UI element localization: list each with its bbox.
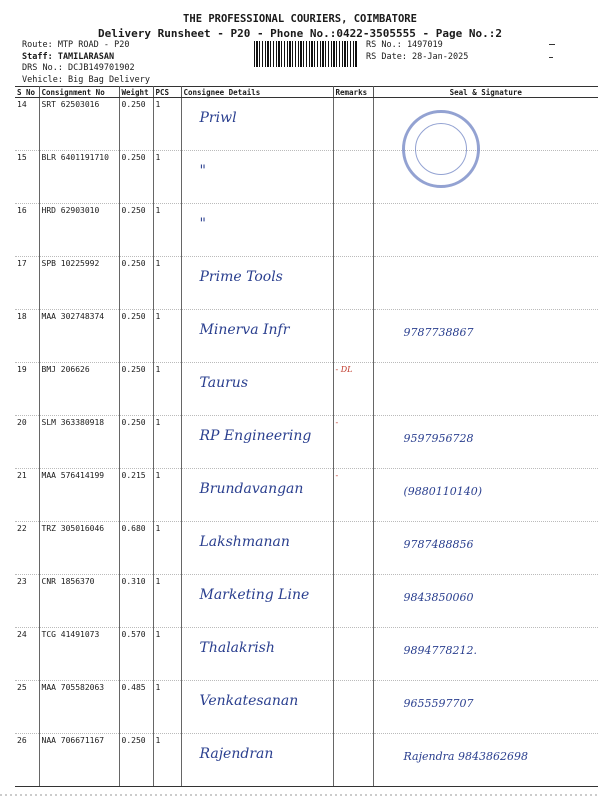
row-consignee xyxy=(181,681,333,734)
row-weight xyxy=(119,681,153,734)
row-consignee xyxy=(181,522,333,575)
row-weight-text: 0.250 xyxy=(121,259,146,268)
row-sno xyxy=(15,681,39,734)
row-consignment-no xyxy=(39,204,119,257)
row-remarks-text: - DL xyxy=(335,365,353,374)
row-remarks xyxy=(333,363,373,416)
row-weight-text: 0.250 xyxy=(121,312,146,321)
row-remarks xyxy=(333,628,373,681)
row-consignment-no-text: BMJ 206626 xyxy=(41,365,90,374)
row-consignment-no xyxy=(39,416,119,469)
row-consignment-no-text: MAA 576414199 xyxy=(41,471,105,480)
row-consignee xyxy=(181,575,333,628)
row-sno xyxy=(15,98,39,151)
row-signature-text: 9787488856 xyxy=(403,538,474,551)
row-consignment-no-text: HRD 62903010 xyxy=(41,206,100,215)
runsheet-table xyxy=(15,86,598,787)
table-row xyxy=(15,98,598,151)
table-row xyxy=(15,734,598,787)
row-sno xyxy=(15,151,39,204)
table-row xyxy=(15,151,598,204)
staff-text: Staff: TAMILARASAN xyxy=(22,51,115,62)
row-pcs-text: 1 xyxy=(155,683,161,692)
row-consignee xyxy=(181,628,333,681)
row-remarks xyxy=(333,469,373,522)
row-consignee-text: Brundavangan xyxy=(199,481,304,497)
row-consignee xyxy=(181,151,333,204)
row-weight-text: 0.215 xyxy=(121,471,146,480)
row-weight xyxy=(119,257,153,310)
drs-number: DRS No.: DCJB149701902 xyxy=(22,63,135,73)
row-sno-text: 18 xyxy=(17,312,27,321)
col-consignment: Consignment No xyxy=(39,87,119,98)
table-row xyxy=(15,575,598,628)
row-signature xyxy=(373,310,598,363)
row-consignee-text: Prime Tools xyxy=(199,269,283,285)
row-weight-text: 0.485 xyxy=(121,683,146,692)
row-weight xyxy=(119,469,153,522)
company-title: THE PROFESSIONAL COURIERS, COIMBATORE xyxy=(183,13,417,25)
col-consignee: Consignee Details xyxy=(181,87,333,98)
table-row xyxy=(15,522,598,575)
row-pcs-text: 1 xyxy=(155,736,161,745)
row-consignee-text: Priwl xyxy=(199,110,237,126)
row-weight xyxy=(119,416,153,469)
row-pcs xyxy=(153,522,181,575)
row-remarks xyxy=(333,416,373,469)
row-sno-text: 25 xyxy=(17,683,27,692)
row-weight-text: 0.570 xyxy=(121,630,146,639)
row-pcs xyxy=(153,151,181,204)
row-signature xyxy=(373,734,598,787)
row-signature-text: (9880110140) xyxy=(403,485,483,498)
row-weight-text: 0.250 xyxy=(121,153,146,162)
row-signature-text: 9894778212. xyxy=(403,644,477,657)
row-pcs xyxy=(153,416,181,469)
runsheet-meta-left xyxy=(22,40,150,86)
row-consignment-no-text: CNR 1856370 xyxy=(41,577,95,586)
row-sno xyxy=(15,628,39,681)
row-signature-text: Rajendra 9843862698 xyxy=(403,750,528,763)
row-remarks xyxy=(333,575,373,628)
row-consignee-text: Taurus xyxy=(199,375,249,391)
row-consignee xyxy=(181,734,333,787)
row-weight xyxy=(119,151,153,204)
row-pcs xyxy=(153,575,181,628)
row-consignee-text: Lakshmanan xyxy=(199,534,290,550)
table-row xyxy=(15,257,598,310)
row-consignment-no xyxy=(39,681,119,734)
row-weight xyxy=(119,363,153,416)
route-text: Route: MTP ROAD - P20 xyxy=(22,40,130,50)
row-signature-text: 9597956728 xyxy=(403,432,474,445)
row-remarks xyxy=(333,204,373,257)
table-row xyxy=(15,628,598,681)
row-consignment-no-text: MAA 705582063 xyxy=(41,683,105,692)
table-row xyxy=(15,204,598,257)
row-remarks xyxy=(333,151,373,204)
row-consignment-no xyxy=(39,257,119,310)
row-signature xyxy=(373,416,598,469)
row-signature-text: 9843850060 xyxy=(403,591,474,604)
row-signature xyxy=(373,681,598,734)
vehicle-text: Vehicle: Big Bag Delivery xyxy=(22,74,150,85)
row-consignment-no xyxy=(39,98,119,151)
row-weight xyxy=(119,204,153,257)
row-signature xyxy=(373,469,598,522)
row-pcs-text: 1 xyxy=(155,365,161,374)
row-consignee-text: Minerva Infr xyxy=(199,322,290,338)
row-consignee xyxy=(181,363,333,416)
row-signature xyxy=(373,257,598,310)
row-weight-text: 0.250 xyxy=(121,418,146,427)
table-row xyxy=(15,416,598,469)
row-consignee xyxy=(181,416,333,469)
rs-number: RS No.: 1497019 xyxy=(366,40,443,50)
row-pcs xyxy=(153,363,181,416)
row-pcs xyxy=(153,628,181,681)
row-pcs-text: 1 xyxy=(155,471,161,480)
row-sno-text: 14 xyxy=(17,100,27,109)
col-pcs: PCS xyxy=(153,87,181,98)
row-sno-text: 24 xyxy=(17,630,27,639)
table-row xyxy=(15,363,598,416)
row-weight-text: 0.250 xyxy=(121,100,146,109)
row-weight xyxy=(119,575,153,628)
row-consignment-no xyxy=(39,628,119,681)
row-weight-text: 0.310 xyxy=(121,577,146,586)
row-sno xyxy=(15,257,39,310)
row-consignee-text: Venkatesanan xyxy=(199,693,299,709)
col-signature: Seal & Signature xyxy=(373,87,598,98)
row-consignee-text: Thalakrish xyxy=(199,640,275,656)
row-consignee xyxy=(181,257,333,310)
seal-stamp xyxy=(402,110,480,188)
row-signature xyxy=(373,363,598,416)
row-pcs xyxy=(153,257,181,310)
row-remarks-text: - xyxy=(335,471,339,480)
row-signature xyxy=(373,522,598,575)
row-signature xyxy=(373,204,598,257)
table-row xyxy=(15,681,598,734)
row-consignment-no-text: TCG 41491073 xyxy=(41,630,100,639)
row-pcs xyxy=(153,204,181,257)
row-weight xyxy=(119,734,153,787)
row-pcs xyxy=(153,734,181,787)
row-remarks xyxy=(333,522,373,575)
row-pcs-text: 1 xyxy=(155,524,161,533)
row-signature-text: 9787738867 xyxy=(403,326,474,339)
row-sno xyxy=(15,575,39,628)
row-weight xyxy=(119,98,153,151)
row-weight-text: 0.250 xyxy=(121,206,146,215)
row-weight xyxy=(119,310,153,363)
row-consignment-no xyxy=(39,151,119,204)
row-pcs-text: 1 xyxy=(155,206,161,215)
barcode-graphic xyxy=(254,41,358,67)
row-sno xyxy=(15,734,39,787)
row-pcs-text: 1 xyxy=(155,153,161,162)
row-pcs-text: 1 xyxy=(155,100,161,109)
row-consignment-no xyxy=(39,734,119,787)
row-pcs xyxy=(153,310,181,363)
row-sno-text: 20 xyxy=(17,418,27,427)
row-weight-text: 0.250 xyxy=(121,736,146,745)
row-consignment-no xyxy=(39,363,119,416)
col-weight: Weight xyxy=(119,87,153,98)
row-consignee-text: Rajendran xyxy=(199,746,274,762)
row-sno-text: 22 xyxy=(17,524,27,533)
row-pcs-text: 1 xyxy=(155,259,161,268)
row-consignment-no-text: SPB 10225992 xyxy=(41,259,100,268)
row-weight-text: 0.250 xyxy=(121,365,146,374)
row-sno-text: 16 xyxy=(17,206,27,215)
row-weight-text: 0.680 xyxy=(121,524,146,533)
row-consignment-no xyxy=(39,310,119,363)
row-sno-text: 26 xyxy=(17,736,27,745)
row-consignment-no xyxy=(39,575,119,628)
row-weight xyxy=(119,628,153,681)
row-remarks-text: - xyxy=(335,418,339,427)
row-consignment-no-text: SLM 363380918 xyxy=(41,418,105,427)
row-consignee xyxy=(181,310,333,363)
row-remarks xyxy=(333,310,373,363)
row-consignee-text: " xyxy=(199,216,206,232)
row-consignment-no-text: SRT 62503016 xyxy=(41,100,100,109)
row-consignee xyxy=(181,98,333,151)
col-sno: S No xyxy=(15,87,39,98)
row-pcs-text: 1 xyxy=(155,577,161,586)
row-pcs-text: 1 xyxy=(155,418,161,427)
runsheet-subtitle: Delivery Runsheet - P20 - Phone No.:0422-3505555 - Page No.:2 xyxy=(98,27,502,40)
row-sno-text: 21 xyxy=(17,471,27,480)
row-consignee xyxy=(181,469,333,522)
page-bottom-edge xyxy=(0,794,600,796)
row-signature-text: 9655597707 xyxy=(403,697,474,710)
row-sno-text: 15 xyxy=(17,153,27,162)
row-pcs xyxy=(153,469,181,522)
table-row xyxy=(15,310,598,363)
row-signature xyxy=(373,575,598,628)
row-sno xyxy=(15,363,39,416)
row-consignment-no-text: NAA 706671167 xyxy=(41,736,105,745)
row-pcs xyxy=(153,681,181,734)
row-remarks xyxy=(333,681,373,734)
row-sno-text: 23 xyxy=(17,577,27,586)
row-weight xyxy=(119,522,153,575)
row-pcs xyxy=(153,98,181,151)
mark-dash xyxy=(549,57,553,58)
table-row xyxy=(15,469,598,522)
row-consignment-no xyxy=(39,469,119,522)
row-consignee-text: " xyxy=(199,163,206,179)
row-pcs-text: 1 xyxy=(155,312,161,321)
rs-date: RS Date: 28-Jan-2025 xyxy=(366,51,469,62)
row-consignment-no xyxy=(39,522,119,575)
runsheet-meta-right xyxy=(366,40,468,63)
row-sno xyxy=(15,522,39,575)
row-signature xyxy=(373,628,598,681)
row-consignment-no-text: MAA 302748374 xyxy=(41,312,105,321)
row-sno xyxy=(15,416,39,469)
table-header-row xyxy=(15,87,598,98)
row-consignment-no-text: BLR 6401191710 xyxy=(41,153,109,162)
mark-dash xyxy=(549,44,555,45)
row-remarks xyxy=(333,257,373,310)
col-remarks: Remarks xyxy=(333,87,373,98)
row-consignee-text: Marketing Line xyxy=(199,587,310,603)
row-consignee-text: RP Engineering xyxy=(199,428,312,444)
row-consignment-no-text: TRZ 305016046 xyxy=(41,524,105,533)
row-remarks xyxy=(333,98,373,151)
row-remarks xyxy=(333,734,373,787)
row-sno xyxy=(15,310,39,363)
row-pcs-text: 1 xyxy=(155,630,161,639)
row-sno-text: 17 xyxy=(17,259,27,268)
row-sno xyxy=(15,204,39,257)
row-consignee xyxy=(181,204,333,257)
row-sno-text: 19 xyxy=(17,365,27,374)
row-sno xyxy=(15,469,39,522)
